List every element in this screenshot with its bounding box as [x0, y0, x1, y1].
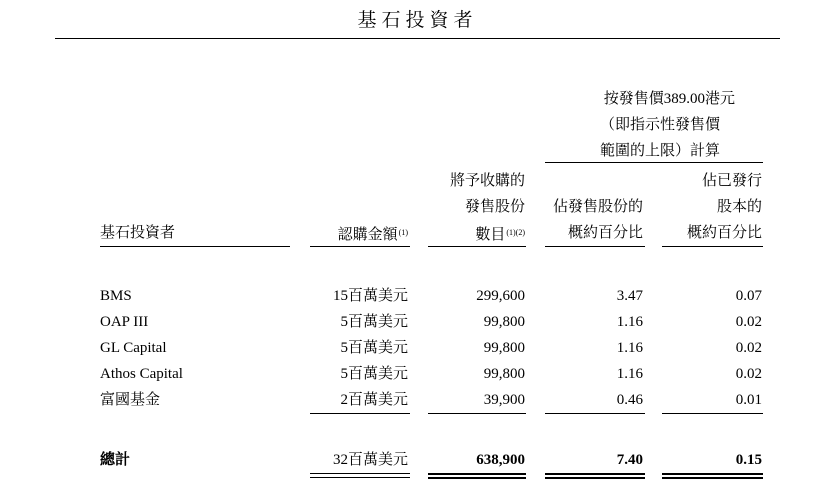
col-header-investor: 基石投資者: [100, 225, 176, 241]
col-header-amount: [290, 222, 408, 246]
row-pct-issued: 0.02: [735, 340, 762, 356]
row-pct-offer: 1.16: [616, 314, 643, 330]
row-pct-offer: 1.16: [616, 366, 643, 382]
row-shares: 99,800: [483, 340, 525, 356]
row-pct-issued: 0.01: [735, 392, 762, 408]
row-amount: 15百萬美元: [332, 288, 408, 304]
offer-price-header-rule: [545, 162, 763, 163]
total-shares: 638,900: [476, 452, 525, 468]
total-pct-issued: 0.15: [735, 452, 762, 468]
total-double-rule-pct-issued-bottom: [662, 477, 763, 479]
row-amount: 5百萬美元: [340, 340, 408, 356]
offer-price-header-line3: 範圍的上限）計算: [599, 143, 720, 159]
subtotal-rule-amount: [310, 413, 410, 414]
col-header-amount-note: (1): [398, 228, 408, 237]
subtotal-rule-shares: [428, 413, 526, 414]
row-investor: Athos Capital: [100, 366, 183, 382]
col-header-shares-line2: 發售股份: [464, 199, 525, 215]
row-investor: GL Capital: [100, 340, 167, 356]
col-header-pct-issued-line1: 佔已發行: [701, 173, 762, 189]
total-double-rule-pct-offer-top: [545, 473, 645, 475]
col-header-pct-offer-line2: 概約百分比: [567, 225, 643, 241]
row-pct-offer: 1.16: [616, 340, 643, 356]
col-header-shares-line3: [420, 222, 525, 246]
col-header-shares-note: (1)(2): [506, 228, 525, 237]
title-rule: [55, 38, 780, 39]
offer-price-header-line2: （即指示性發售價: [599, 117, 720, 133]
row-shares: 39,900: [483, 392, 525, 408]
col-header-shares-line1: 將予收購的: [449, 173, 525, 189]
subtotal-rule-pct-offer: [545, 413, 645, 414]
row-investor: OAP III: [100, 314, 149, 330]
row-pct-offer: 0.46: [616, 392, 643, 408]
col-header-shares-text: 數目: [475, 227, 506, 243]
total-amount: 32百萬美元: [332, 452, 408, 468]
col-header-pct-issued-line2: 股本的: [716, 199, 762, 215]
total-double-rule-amount-top: [310, 473, 410, 474]
row-amount: 2百萬美元: [340, 392, 408, 408]
row-shares: 99,800: [483, 314, 525, 330]
row-pct-issued: 0.02: [735, 366, 762, 382]
header-rule-pct-offer: [545, 246, 645, 247]
row-pct-issued: 0.07: [735, 288, 762, 304]
total-double-rule-pct-issued-top: [662, 473, 763, 475]
total-double-rule-pct-offer-bottom: [545, 477, 645, 479]
total-pct-offer: 7.40: [616, 452, 643, 468]
header-rule-pct-issued: [662, 246, 763, 247]
col-header-amount-text: 認購金額: [337, 227, 398, 243]
header-rule-investor: [100, 246, 290, 247]
row-amount: 5百萬美元: [340, 366, 408, 382]
row-shares: 99,800: [483, 366, 525, 382]
row-pct-offer: 3.47: [616, 288, 643, 304]
row-pct-issued: 0.02: [735, 314, 762, 330]
row-investor: BMS: [100, 288, 132, 304]
header-rule-shares: [428, 246, 526, 247]
header-rule-amount: [310, 246, 410, 247]
offer-price-header-line1: 按發售價389.00港元: [603, 91, 735, 107]
col-header-pct-issued-line3: 概約百分比: [686, 225, 762, 241]
total-double-rule-shares-bottom: [428, 477, 526, 479]
col-header-pct-offer-line1: 佔發售股份的: [552, 199, 643, 215]
row-amount: 5百萬美元: [340, 314, 408, 330]
row-investor: 富國基金: [100, 392, 161, 408]
page-title: 基石投資者: [357, 10, 478, 31]
total-label: 總計: [100, 452, 131, 468]
subtotal-rule-pct-issued: [662, 413, 763, 414]
total-double-rule-shares-top: [428, 473, 526, 475]
row-shares: 299,600: [476, 288, 525, 304]
total-double-rule-amount-bottom: [310, 477, 410, 478]
